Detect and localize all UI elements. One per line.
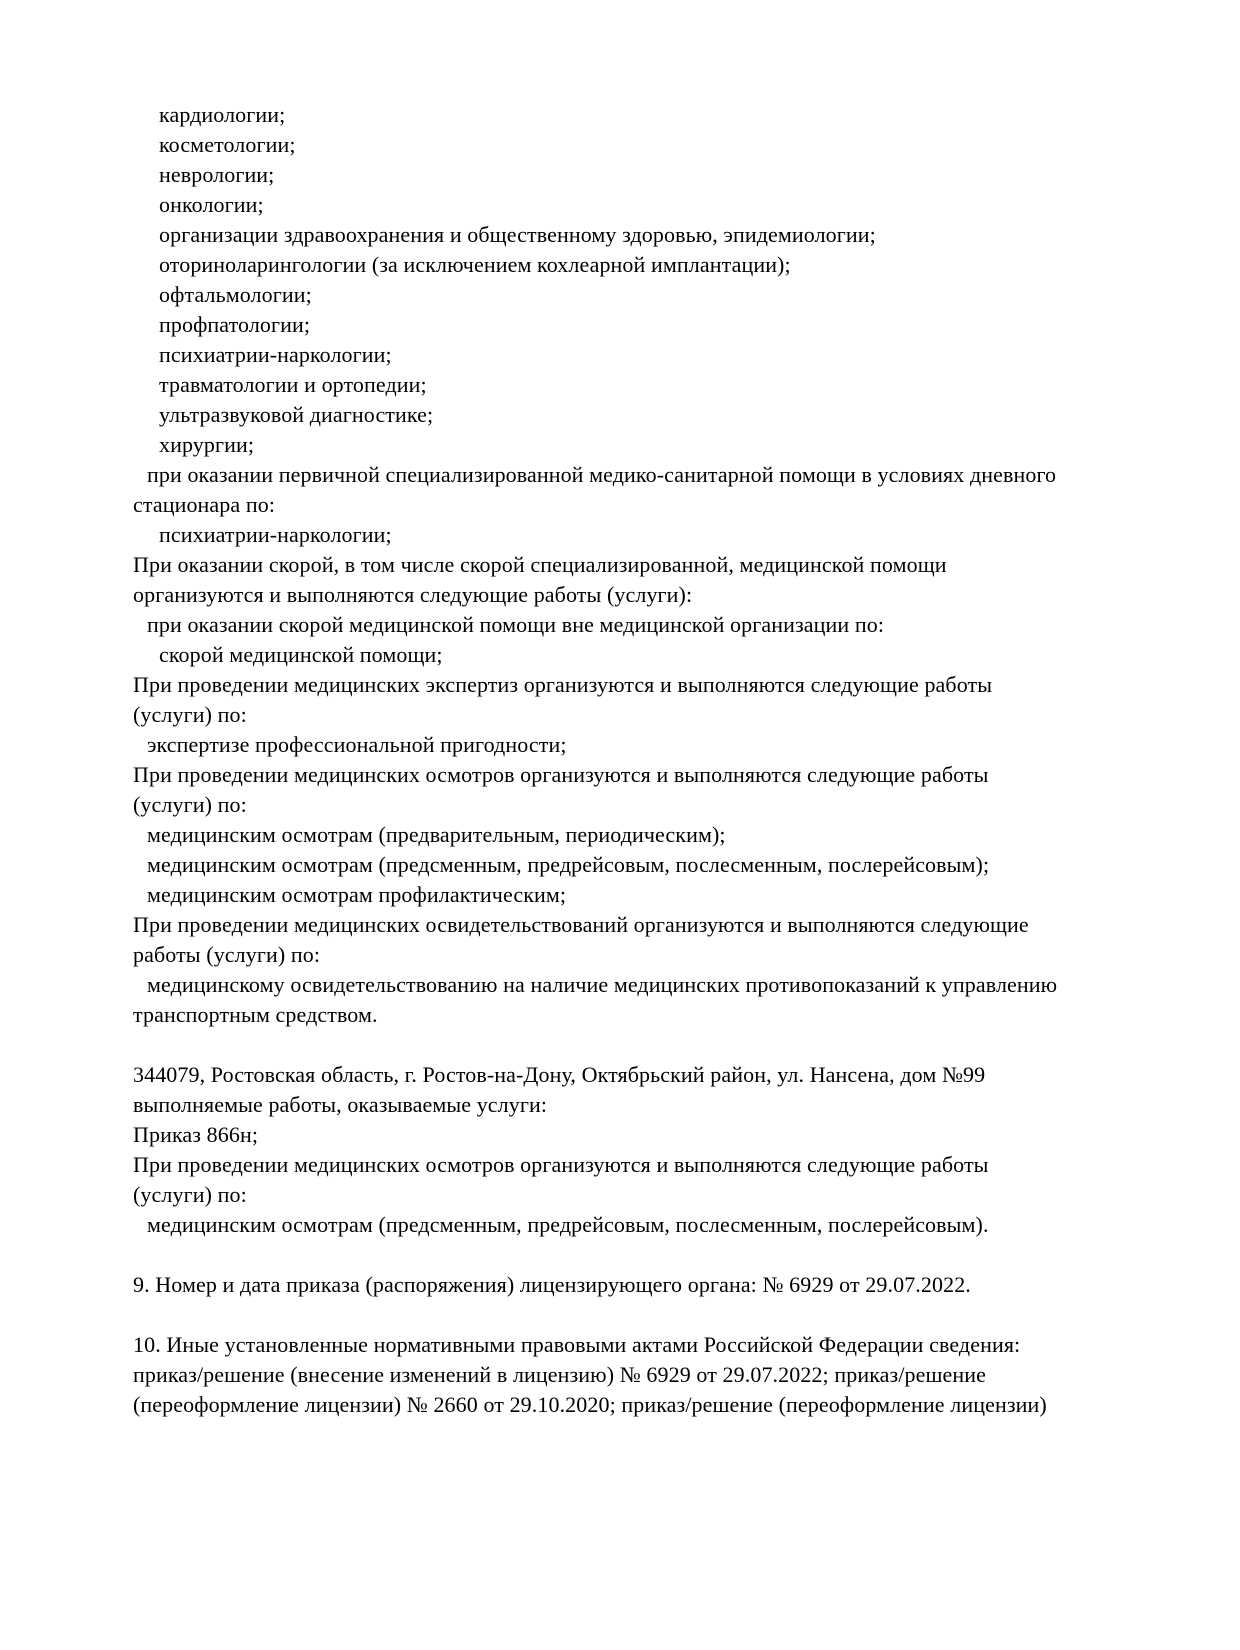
specialty-item: кардиологии; xyxy=(159,102,286,127)
specialty-item: оториноларингологии (за исключением кохлеарной имплантации); xyxy=(159,252,791,277)
specialty-item: офтальмологии; xyxy=(159,282,312,307)
specialty-item: косметологии; xyxy=(159,132,296,157)
examinations-clause-line: При проведении медицинских осмотров организуются и выполняются следующие работы xyxy=(133,1152,989,1177)
specialty-item: хирургии; xyxy=(159,432,255,457)
specialty-item: онкологии; xyxy=(159,192,264,217)
blank-line xyxy=(133,1240,1223,1270)
expertise-item: экспертизе профессиональной пригодности; xyxy=(147,732,567,757)
examination-item: медицинским осмотрам профилактическим; xyxy=(147,882,567,907)
expertise-clause-line: (услуги) по: xyxy=(133,702,247,727)
emergency-care-clause-line: При оказании скорой, в том числе скорой специализированной, медицинской помощи xyxy=(133,552,947,577)
examination-item: медицинским осмотрам (предсменным, предрейсовым, послесменным, послерейсовым); xyxy=(147,852,990,877)
certification-item-line: транспортным средством. xyxy=(133,1002,378,1027)
primary-care-clause-line: при оказании первичной специализированной медико-санитарной помощи в условиях дневного xyxy=(147,462,1057,487)
specialty-item: ультразвуковой диагностике; xyxy=(159,402,434,427)
primary-care-clause-line: стационара по: xyxy=(133,492,276,517)
license-text-block xyxy=(133,100,1223,1420)
certification-clause-line: При проведении медицинских освидетельствований организуются и выполняются следующие xyxy=(133,912,1029,937)
clause-10-line: приказ/решение (внесение изменений в лицензию) № 6929 от 29.07.2022; приказ/решение xyxy=(133,1362,987,1387)
specialty-item: неврологии; xyxy=(159,162,275,187)
certification-item-line: медицинскому освидетельствованию на наличие медицинских противопоказаний к управлению xyxy=(147,972,1058,997)
specialty-item: травматологии и ортопедии; xyxy=(159,372,427,397)
examinations-clause-line: При проведении медицинских осмотров организуются и выполняются следующие работы xyxy=(133,762,989,787)
examinations-clause-line: (услуги) по: xyxy=(133,792,247,817)
blank-line xyxy=(133,1030,1223,1060)
clause-10-line: 10. Иные установленные нормативными правовыми актами Российской Федерации сведения: xyxy=(133,1332,1021,1357)
blank-line xyxy=(133,1300,1223,1330)
specialty-item: организации здравоохранения и общественному здоровью, эпидемиологии; xyxy=(159,222,876,247)
specialty-item: психиатрии-наркологии; xyxy=(159,522,392,547)
specialty-item: психиатрии-наркологии; xyxy=(159,342,392,367)
clause-10-line: (переоформление лицензии) № 2660 от 29.10.2020; приказ/решение (переоформление лицензии) xyxy=(133,1392,1047,1417)
examination-item: медицинским осмотрам (предварительным, периодическим); xyxy=(147,822,726,847)
emergency-care-clause-line: организуются и выполняются следующие работы (услуги): xyxy=(133,582,693,607)
works-services-label: выполняемые работы, оказываемые услуги: xyxy=(133,1092,548,1117)
certification-clause-line: работы (услуги) по: xyxy=(133,942,321,967)
expertise-clause-line: При проведении медицинских экспертиз организуются и выполняются следующие работы xyxy=(133,672,993,697)
specialty-item: скорой медицинской помощи; xyxy=(159,642,443,667)
specialty-item: профпатологии; xyxy=(159,312,311,337)
examination-item: медицинским осмотрам (предсменным, предрейсовым, послесменным, послерейсовым). xyxy=(147,1212,989,1237)
emergency-care-subclause-line: при оказании скорой медицинской помощи вне медицинской организации по: xyxy=(147,612,885,637)
examinations-clause-line: (услуги) по: xyxy=(133,1182,247,1207)
clause-9-line: 9. Номер и дата приказа (распоряжения) лицензирующего органа: № 6929 от 29.07.2022. xyxy=(133,1272,971,1297)
order-reference: Приказ 866н; xyxy=(133,1122,259,1147)
address-line: 344079, Ростовская область, г. Ростов-на-Дону, Октябрьский район, ул. Нансена, дом №99 xyxy=(133,1062,986,1087)
